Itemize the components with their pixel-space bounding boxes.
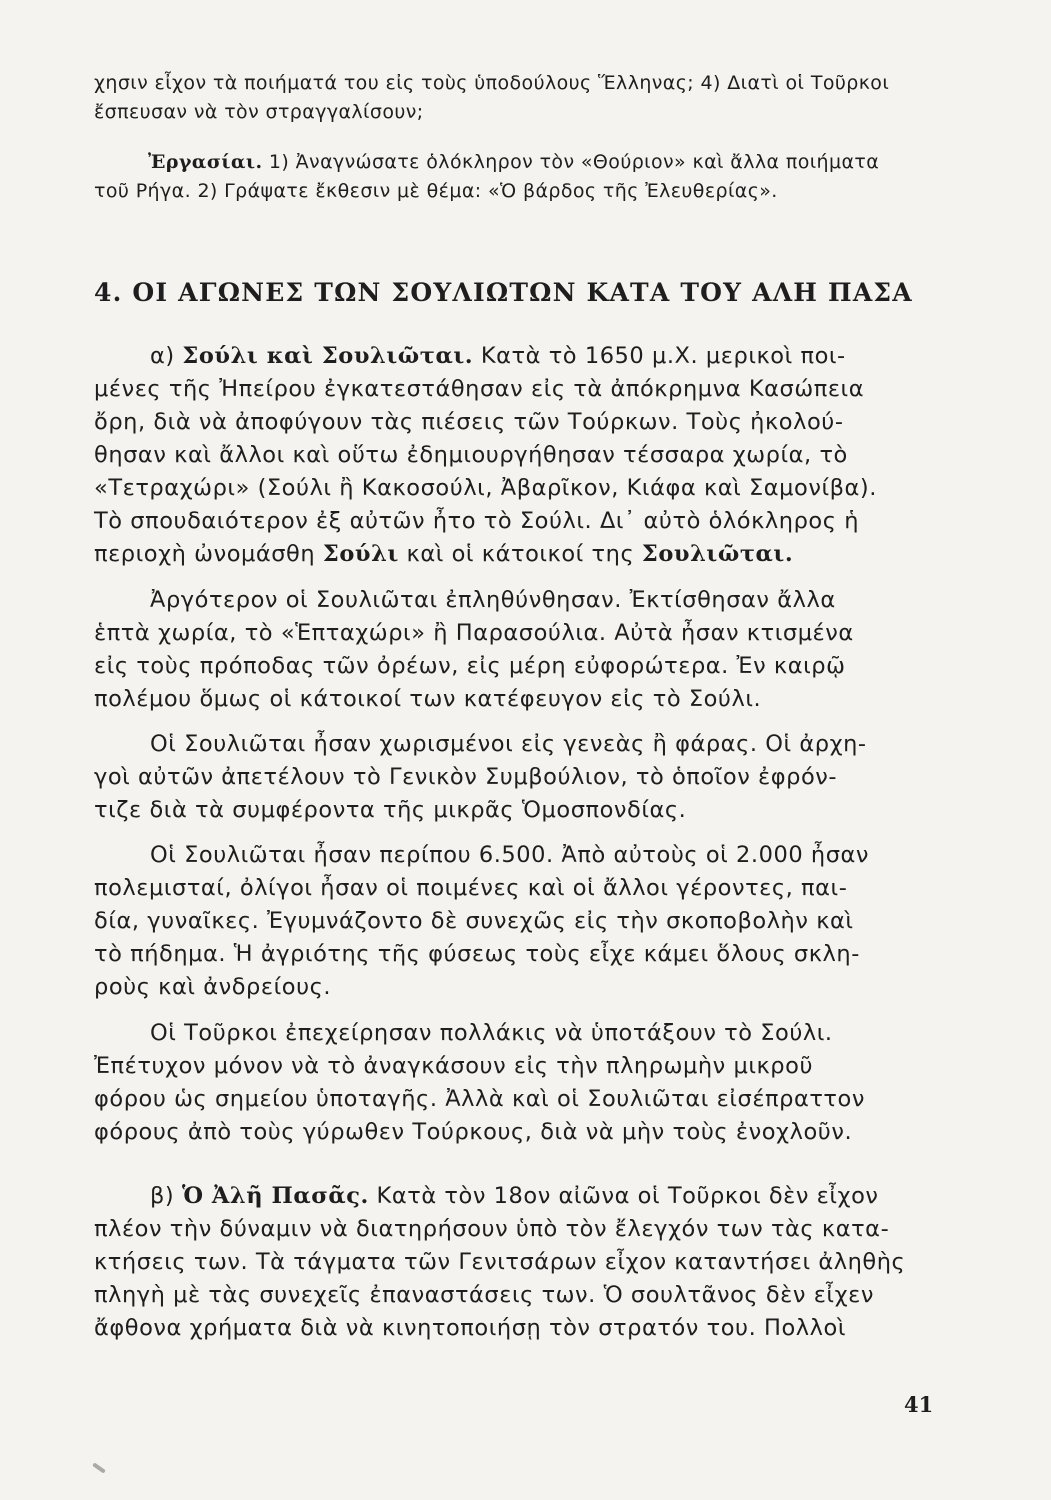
subsection-b-prefix: β) bbox=[150, 1183, 175, 1209]
subsection-b-title: Ὁ Ἀλῆ Πασᾶς. bbox=[181, 1183, 369, 1209]
text-line: ὄρη, διὰ νὰ ἀποφύγουν τὰς πιέσεις τῶν Τούρκων. Τοὺς ἠκολού- bbox=[94, 409, 844, 435]
exercises-text: 1) Ἀναγνώσατε ὁλόκληρον τὸν «Θούριον» καὶ ἄλλα ποιήματα bbox=[268, 151, 880, 173]
text-line: πληγὴ μὲ τὰς συνεχεῖς ἐπαναστάσεις των. Ὁ σουλτᾶνος δὲν εἶχεν bbox=[94, 1282, 874, 1308]
subsection-b-first-line bbox=[150, 1183, 954, 1209]
text-line: Ἐπέτυχον μόνον νὰ τὸ ἀναγκάσουν εἰς τὴν πληρωμὴν μικροῦ bbox=[94, 1053, 814, 1079]
exercises-line bbox=[148, 151, 952, 173]
text-line: Οἱ Τοῦρκοι ἐπεχείρησαν πολλάκις νὰ ὑποτάξουν τὸ Σούλι. bbox=[150, 1020, 833, 1046]
text-run: περιοχὴ ὠνομάσθη bbox=[94, 541, 316, 567]
text-line: φόρους ἀπὸ τοὺς γύρωθεν Τούρκους, διὰ νὰ μὴν τοὺς ἐνοχλοῦν. bbox=[94, 1119, 853, 1145]
text-line: «Τετραχώρι» (Σούλι ἢ Κακοσούλι, Ἀβαρῖκον, Κιάφα καὶ Σαμονίβα). bbox=[94, 475, 877, 501]
text-line: ροὺς καὶ ἀνδρείους. bbox=[94, 974, 332, 1000]
text-line: ἑπτὰ χωρία, τὸ «Ἑπταχώρι» ἢ Παρασούλια. Αὐτὰ ἦσαν κτισμένα bbox=[94, 620, 854, 646]
text-line: τιζε διὰ τὰ συμφέροντα τῆς μικρᾶς Ὁμοσπονδίας. bbox=[94, 797, 687, 823]
text-line: τὸ πήδημα. Ἡ ἀγριότης τῆς φύσεως τοὺς εἶχε κάμει ὅλους σκλη- bbox=[94, 941, 860, 967]
page-number: 41 bbox=[904, 1392, 934, 1417]
text-line: Οἱ Σουλιῶται ἦσαν χωρισμένοι εἰς γενεὰς ἢ φάρας. Οἱ ἀρχη- bbox=[150, 731, 867, 757]
subsection-a-text: Κατὰ τὸ 1650 μ.Χ. μερικοὶ ποι- bbox=[480, 343, 846, 369]
ink-smudge bbox=[92, 1462, 106, 1473]
subsection-b-text: Κατὰ τὸν 18ον αἰῶνα οἱ Τοῦρκοι δὲν εἶχον bbox=[376, 1183, 879, 1209]
text-line: χησιν εἶχον τὰ ποιήματά του εἰς τοὺς ὑποδούλους Ἕλληνας; 4) Διατὶ οἱ Τοῦρκοι bbox=[94, 72, 890, 94]
subsection-a-first-line bbox=[150, 343, 954, 369]
text-line: εἰς τοὺς πρόποδας τῶν ὀρέων, εἰς μέρη εὐφορώτερα. Ἐν καιρῷ bbox=[94, 653, 846, 679]
subsection-a-title: Σούλι καὶ Σουλιῶται. bbox=[182, 343, 474, 369]
text-run: καὶ οἱ κάτοικοί της bbox=[406, 541, 635, 567]
text-line: κτήσεις των. Τὰ τάγματα τῶν Γενιτσάρων εἶχον καταντήσει ἀληθὴς bbox=[94, 1249, 906, 1275]
text-line bbox=[94, 541, 954, 567]
exercises-label: Ἐργασίαι. bbox=[148, 151, 263, 173]
text-line: μένες τῆς Ἠπείρου ἐγκατεστάθησαν εἰς τὰ ἀπόκρημνα Κασώπεια bbox=[94, 376, 865, 402]
text-line: πλέον τὴν δύναμιν νὰ διατηρήσουν ὑπὸ τὸν ἔλεγχόν των τὰς κατα- bbox=[94, 1216, 890, 1242]
text-line: δία, γυναῖκες. Ἐγυμνάζοντο δὲ συνεχῶς εἰς τὴν σκοποβολὴν καὶ bbox=[94, 908, 854, 934]
text-line: φόρου ὡς σημείου ὑποταγῆς. Ἀλλὰ καὶ οἱ Σουλιῶται εἰσέπραττον bbox=[94, 1086, 865, 1112]
text-line: τοῦ Ρήγα. 2) Γράψατε ἔκθεσιν μὲ θέμα: «Ὁ βάρδος τῆς Ἐλευθερίας». bbox=[94, 180, 778, 202]
bold-term-souliotai: Σουλιῶται. bbox=[641, 541, 794, 567]
bold-term-souli: Σούλι bbox=[322, 541, 399, 567]
section-heading: 4. ΟΙ ΑΓΩΝΕΣ ΤΩΝ ΣΟΥΛΙΩΤΩΝ ΚΑΤΑ ΤΟΥ ΑΛΗ ΠΑΣΑ bbox=[94, 278, 913, 307]
subsection-a-prefix: α) bbox=[150, 343, 175, 369]
text-line: Ἀργότερον οἱ Σουλιῶται ἐπληθύνθησαν. Ἐκτίσθησαν ἄλλα bbox=[150, 587, 836, 613]
text-line: Τὸ σπουδαιότερον ἐξ αὐτῶν ἦτο τὸ Σούλι. Δι᾽ αὐτὸ ὁλόκληρος ἡ bbox=[94, 508, 860, 534]
text-line: πολέμου ὅμως οἱ κάτοικοί των κατέφευγον εἰς τὸ Σούλι. bbox=[94, 686, 762, 712]
text-line: ἔσπευσαν νὰ τὸν στραγγαλίσουν; bbox=[94, 101, 424, 123]
text-line: θησαν καὶ ἄλλοι καὶ οὕτω ἐδημιουργήθησαν τέσσαρα χωρία, τὸ bbox=[94, 442, 848, 468]
text-line: πολεμισταί, ὀλίγοι ἦσαν οἱ ποιμένες καὶ οἱ ἄλλοι γέροντες, παι- bbox=[94, 875, 848, 901]
text-line: ἄφθονα χρήματα διὰ νὰ κινητοποιήσῃ τὸν στρατόν του. Πολλοὶ bbox=[94, 1315, 846, 1341]
text-line: γοὶ αὐτῶν ἀπετέλουν τὸ Γενικὸν Συμβούλιον, τὸ ὁποῖον ἐφρόν- bbox=[94, 764, 838, 790]
text-line: Οἱ Σουλιῶται ἦσαν περίπου 6.500. Ἀπὸ αὐτοὺς οἱ 2.000 ἦσαν bbox=[150, 842, 870, 868]
